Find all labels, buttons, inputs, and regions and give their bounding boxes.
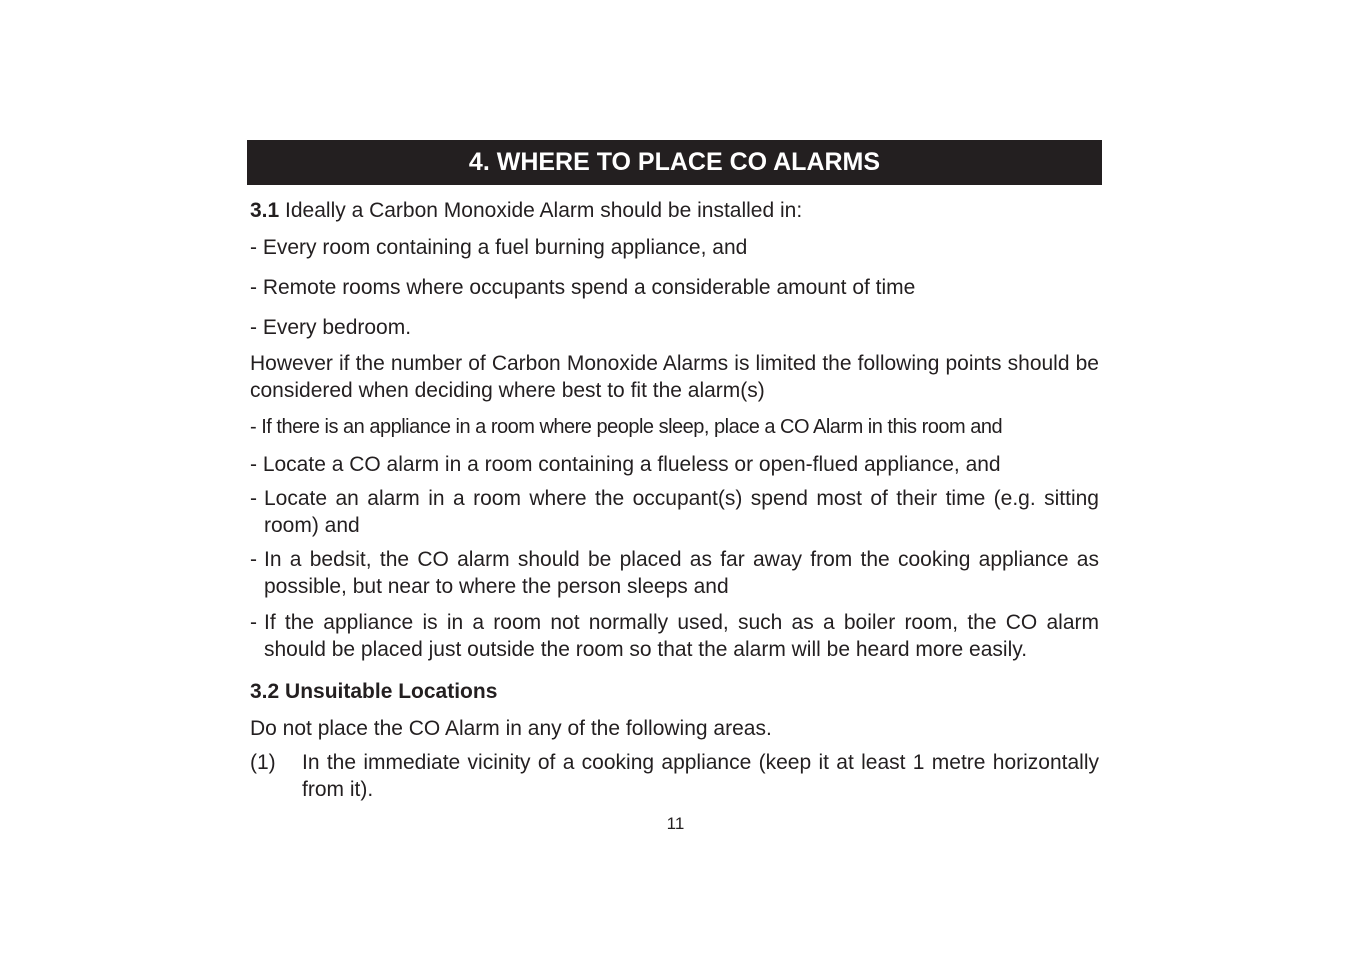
section-title-bar [247,140,1102,185]
point-4 [250,546,1099,600]
dash-marker: - [250,487,257,510]
point-2: - Locate a CO alarm in a room containing a flueless or open-flued appliance, and [250,453,1001,476]
install-item-2: - Remote rooms where occupants spend a considerable amount of time [250,276,916,299]
point-3-text: Locate an alarm in a room where the occupant(s) spend most of their time (e.g. sitting room) and [264,487,1099,537]
point-5-text: If the appliance is in a room not normally used, such as a boiler room, the CO alarm should be placed just outside the room so that the alarm will be heard more easily. [264,611,1099,661]
point-5 [250,609,1099,663]
point-4-text: In a bedsit, the CO alarm should be placed as far away from the cooking appliance as possible, but near to where the person sleeps and [264,548,1099,598]
install-item-3: - Every bedroom. [250,316,412,339]
section-3-2-intro: Do not place the CO Alarm in any of the following areas. [250,717,772,740]
install-item-1: - Every room containing a fuel burning appliance, and [250,236,748,259]
section-3-1-intro [250,197,1099,224]
section-3-1-intro-text: Ideally a Carbon Monoxide Alarm should be installed in: [279,199,803,222]
section-3-2-heading: 3.2 Unsuitable Locations [250,680,498,703]
unsuitable-item-1 [250,749,1099,803]
section-title: 4. WHERE TO PLACE CO ALARMS [468,148,881,176]
dash-marker: - [250,548,257,571]
point-1: - If there is an appliance in a room where people sleep, place a CO Alarm in this room and [250,416,1003,438]
page-number: 11 [666,814,685,833]
however-paragraph: However if the number of Carbon Monoxide Alarms is limited the following points should be considered when deciding where best to fit the alarm(s) [250,352,1099,402]
section-3-1-number: 3.1 [250,199,280,222]
item-number: (1) [250,751,276,774]
dash-marker: - [250,611,257,634]
item-text: In the immediate vicinity of a cooking appliance (keep it at least 1 metre horizontally from it). [302,751,1099,801]
point-3 [250,485,1099,539]
